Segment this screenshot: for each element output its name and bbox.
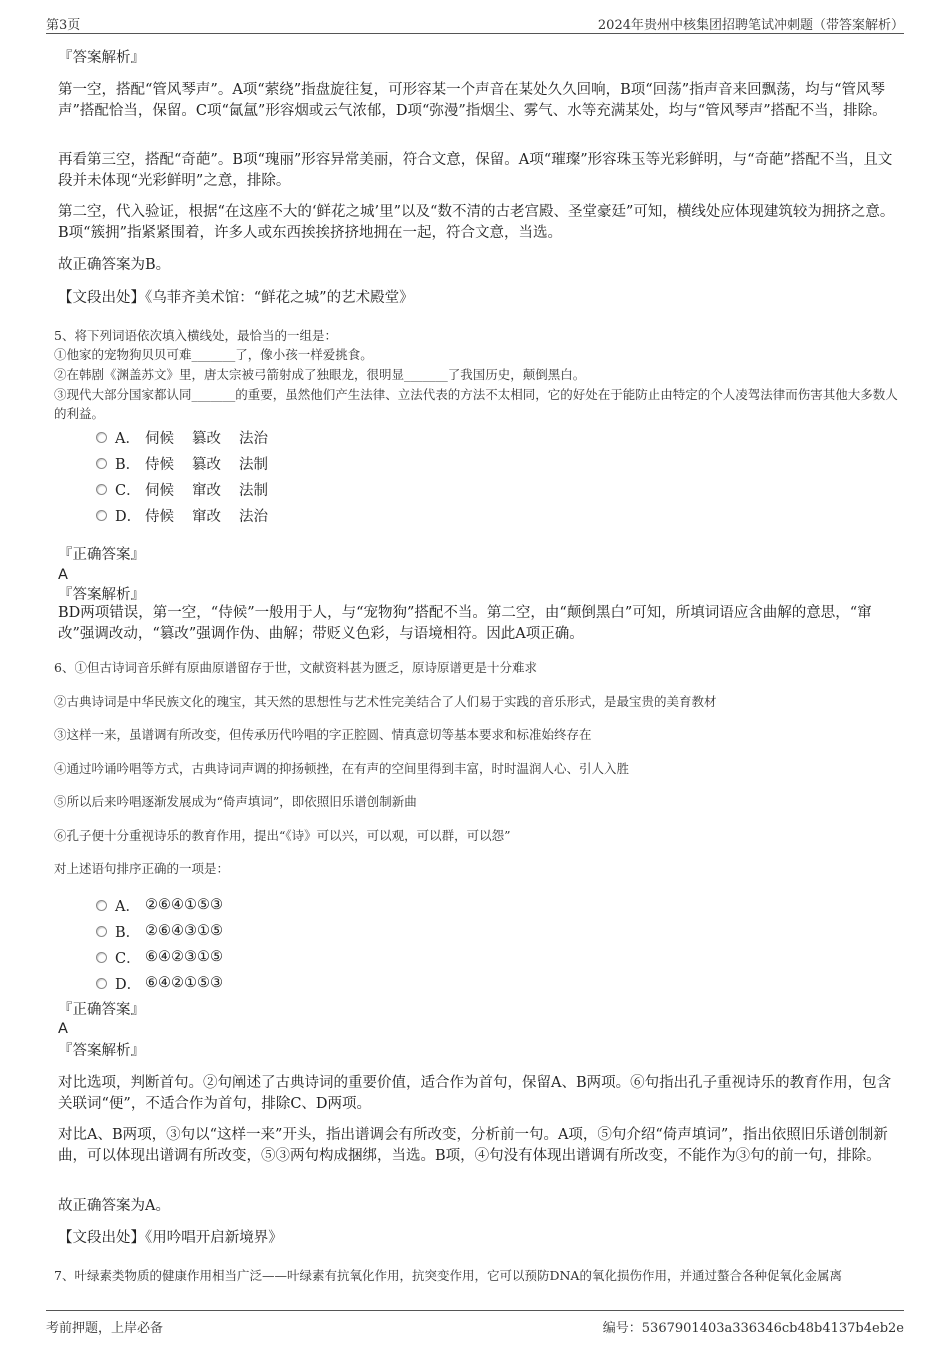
q6-sentence: ③这样一来，虽谱调有所改变，但传承历代吟唱的字正腔圆、情真意切等基本要求和标准始终存在: [54, 727, 592, 742]
q5-analysis: BD两项错误，第一空，“侍候”一般用于人，与“宠物狗”搭配不当。第二空，由“颠倒黑白”可知，所填词语应含曲解的意思，“窜改”强调改动，“篡改”强调作伪、曲解；带贬义色彩，与语境相符。因此A项正确。: [58, 605, 872, 642]
q6-answer: A: [58, 1021, 68, 1037]
q6-answer-label: 『正确答案』: [58, 1002, 145, 1018]
q5-option-b[interactable]: B． 侍候 篡改 法制: [96, 453, 286, 473]
q6-source: 【文段出处】《用吟唱开启新境界》: [58, 1230, 283, 1246]
q4-analysis-label: 『答案解析』: [58, 50, 145, 66]
radio-icon[interactable]: [96, 926, 107, 937]
document-code: 编号：5367901403a336346cb48b4137b4eb2e: [602, 1321, 904, 1336]
q6-analysis-paragraph: 对比A、B两项，③句以“这样一来”开头，指出谱调会有所改变，分析前一句。A项，⑤句介绍“倚声填词”，指出依照旧乐谱创制新曲，可以体现出谱调有所改变，⑤③两句构成捆绑，当选。B项，④句没有体现出谱调有所改变，不能作为③句的前一句，排除。: [58, 1127, 888, 1164]
q5-option-a[interactable]: A． 伺候 篡改 法治: [96, 427, 286, 447]
q5-item: ②在韩剧《渊盖苏文》里，唐太宗被弓箭射成了独眼龙，很明显_______了我国历史，颠倒黑白。: [54, 367, 586, 382]
q4-analysis-paragraph: 第一空，搭配“管风琴声”。A项“萦绕”指盘旋往复，可形容某一个声音在某处久久回响，B项“回荡”指声音来回飘荡，均与“管风琴声”搭配恰当，保留。C项“氤氲”形容烟或云气浓郁，D项“弥漫”指烟尘、雾气、水等充满某处，均与“管风琴声”搭配不当，排除。: [58, 82, 887, 119]
radio-icon[interactable]: [96, 484, 107, 495]
radio-icon[interactable]: [96, 952, 107, 963]
q7-stem: 7、叶绿素类物质的健康作用相当广泛——叶绿素有抗氧化作用，抗突变作用，它可以预防DNA的氧化损伤作用，并通过螯合各种促氧化金属离: [54, 1268, 842, 1283]
q6-conclusion: 故正确答案为A。: [58, 1198, 170, 1214]
page-footer: [46, 1310, 904, 1334]
radio-icon[interactable]: [96, 510, 107, 521]
radio-icon[interactable]: [96, 458, 107, 469]
q6-sentence: ④通过吟诵吟唱等方式，古典诗词声调的抑扬顿挫，在有声的空间里得到丰富，时时温润人心、引人入胜: [54, 761, 630, 776]
q6-sentence: ⑤所以后来吟唱逐渐发展成为“倚声填词”，即依照旧乐谱创制新曲: [54, 794, 417, 809]
q4-conclusion: 故正确答案为B。: [58, 257, 171, 273]
q6-sentence: ⑥孔子便十分重视诗乐的教育作用，提出“《诗》可以兴，可以观，可以群，可以怨”: [54, 828, 511, 843]
document-title: 2024年贵州中核集团招聘笔试冲刺题（带答案解析）: [597, 18, 904, 33]
footer-slogan: 考前押题，上岸必备: [46, 1321, 164, 1336]
q5-option-c[interactable]: C． 伺候 窜改 法制: [96, 479, 286, 499]
q5-option-d[interactable]: D． 侍候 窜改 法治: [96, 505, 286, 525]
radio-icon[interactable]: [96, 978, 107, 989]
q5-answer-label: 『正确答案』: [58, 547, 145, 563]
q6-option-d[interactable]: D． ⑥④②①⑤③: [96, 973, 223, 993]
q6-sentence: 6、①但古诗词音乐鲜有原曲原谱留存于世，文献资料甚为匮乏，原诗原谱更是十分难求: [54, 660, 537, 675]
q4-source: 【文段出处】《乌菲齐美术馆：“鲜花之城”的艺术殿堂》: [58, 290, 414, 306]
q6-option-a[interactable]: A． ②⑥④①⑤③: [96, 895, 223, 915]
q5-item: ①他家的宠物狗贝贝可难_______了，像小孩一样爱挑食。: [54, 347, 373, 362]
q6-option-b[interactable]: B． ②⑥④③①⑤: [96, 921, 223, 941]
page-header: [46, 12, 904, 34]
q5-answer: A: [58, 567, 68, 583]
q4-analysis-paragraph: 第二空，代入验证，根据“在这座不大的‘鲜花之城’里”以及“数不清的古老宫殿、圣堂豪廷”可知，横线处应体现建筑较为拥挤之意。B项“簇拥”指紧紧围着，许多人或东西挨挨挤挤地拥在一起，符合文意，当选。: [58, 204, 895, 241]
q6-analysis-paragraph: 对比选项，判断首句。②句阐述了古典诗词的重要价值，适合作为首句，保留A、B两项。⑥句指出孔子重视诗乐的教育作用，包含关联词“便”，不适合作为首句，排除C、D两项。: [58, 1075, 892, 1112]
radio-icon[interactable]: [96, 900, 107, 911]
q5-stem: 5、将下列词语依次填入横线处，最恰当的一组是：: [54, 328, 337, 343]
page-number: 第3页: [46, 18, 81, 33]
q5-item: ③现代大部分国家都认同_______的重要，虽然他们产生法律、立法代表的方法不太相同，它的好处在于能防止由特定的个人凌驾法律而伤害其他大多数人的利益。: [54, 387, 898, 421]
q6-prompt: 对上述语句排序正确的一项是：: [54, 861, 230, 876]
q4-analysis-paragraph: 再看第三空，搭配“奇葩”。B项“瑰丽”形容异常美丽，符合文意，保留。A项“璀璨”形容珠玉等光彩鲜明，与“奇葩”搭配不当，且文段并未体现“光彩鲜明”之意，排除。: [58, 152, 893, 189]
q6-sentence: ②古典诗词是中华民族文化的瑰宝，其天然的思想性与艺术性完美结合了人们易于实践的音乐形式，是最宝贵的美育教材: [54, 694, 717, 709]
radio-icon[interactable]: [96, 432, 107, 443]
q6-option-c[interactable]: C． ⑥④②③①⑤: [96, 947, 223, 967]
q6-analysis-label: 『答案解析』: [58, 1043, 145, 1059]
q5-analysis-label: 『答案解析』: [58, 587, 145, 603]
